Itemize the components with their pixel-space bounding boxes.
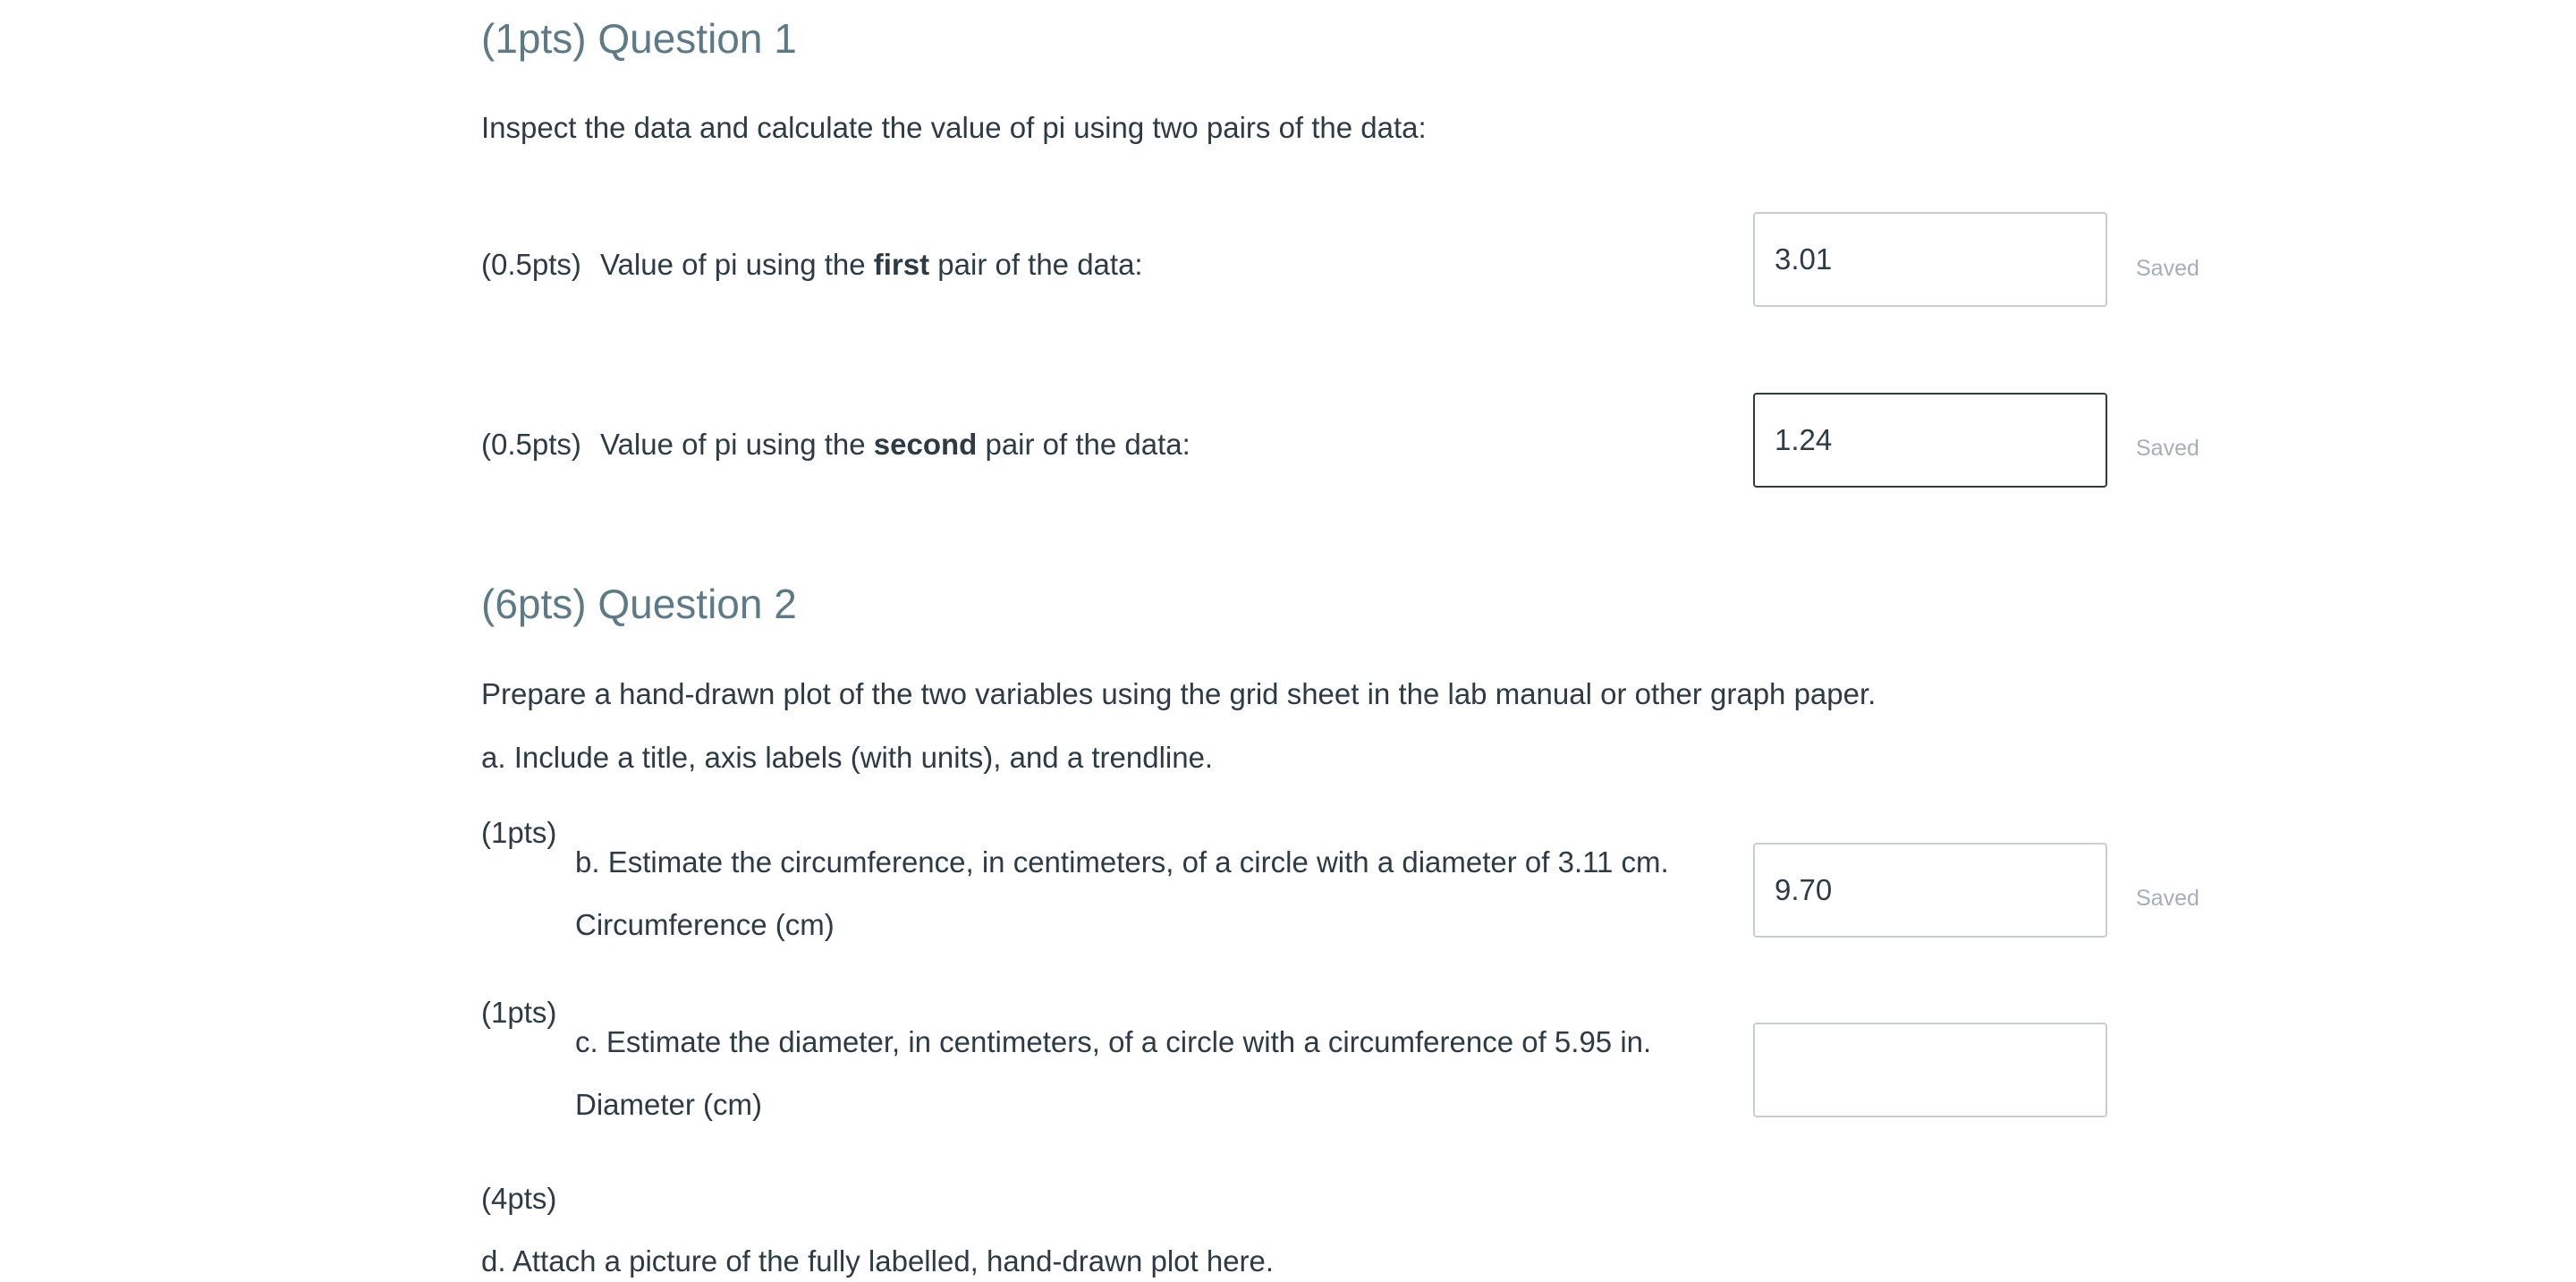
q1-part2-text-before: Value of pi using the — [600, 428, 874, 461]
q2-part-c-answer-input[interactable] — [1753, 1023, 2107, 1117]
q1-part1-text-bold: first — [873, 248, 930, 281]
q2-part-b-saved-status: Saved — [2136, 886, 2199, 911]
q2-part-d-points: (4pts) — [481, 1182, 557, 1215]
q2-part-c-points: (1pts) — [481, 996, 557, 1029]
q1-part2-text-bold: second — [873, 428, 978, 461]
q1-part1-text — [600, 250, 1143, 279]
q1-part2-saved-status: Saved — [2136, 436, 2199, 461]
q1-part1-points: (0.5pts) — [481, 248, 581, 281]
q1-part2-points: (0.5pts) — [481, 428, 581, 461]
question-1-title: (1pts) Question 1 — [481, 15, 797, 62]
question-2-title: (6pts) Question 2 — [481, 581, 797, 627]
q1-part2-answer-input[interactable] — [1753, 393, 2107, 488]
q1-part1-saved-status: Saved — [2136, 256, 2199, 281]
q1-part1-text-after: pair of the data: — [929, 248, 1143, 281]
q2-part-b-text: b. Estimate the circumference, in centimeters, of a circle with a diameter of 3.11 cm. — [575, 845, 1669, 879]
q2-part-b-answer-input[interactable] — [1753, 843, 2107, 938]
q1-part1-answer-input[interactable] — [1753, 212, 2107, 307]
q1-part2-text — [600, 429, 1191, 459]
q1-part2-text-after: pair of the data: — [977, 428, 1191, 461]
q2-part-c-text: c. Estimate the diameter, in centimeters, of a circle with a circumference of 5.95 in. — [575, 1025, 1652, 1058]
question-2-prompt: Prepare a hand-drawn plot of the two variables using the grid sheet in the lab manual or other graph paper. — [481, 677, 1877, 710]
q2-part-d-text: d. Attach a picture of the fully labelled, hand-drawn plot here. — [481, 1244, 1275, 1278]
q2-part-c-label: Diameter (cm) — [575, 1088, 763, 1121]
question-1-prompt: Inspect the data and calculate the value of pi using two pairs of the data: — [481, 111, 1427, 144]
q2-part-b-label: Circumference (cm) — [575, 908, 835, 941]
q2-part-a-text: a. Include a title, axis labels (with units), and a trendline. — [481, 741, 1214, 774]
q2-part-b-points: (1pts) — [481, 816, 557, 849]
q1-part1-text-before: Value of pi using the — [600, 248, 874, 281]
